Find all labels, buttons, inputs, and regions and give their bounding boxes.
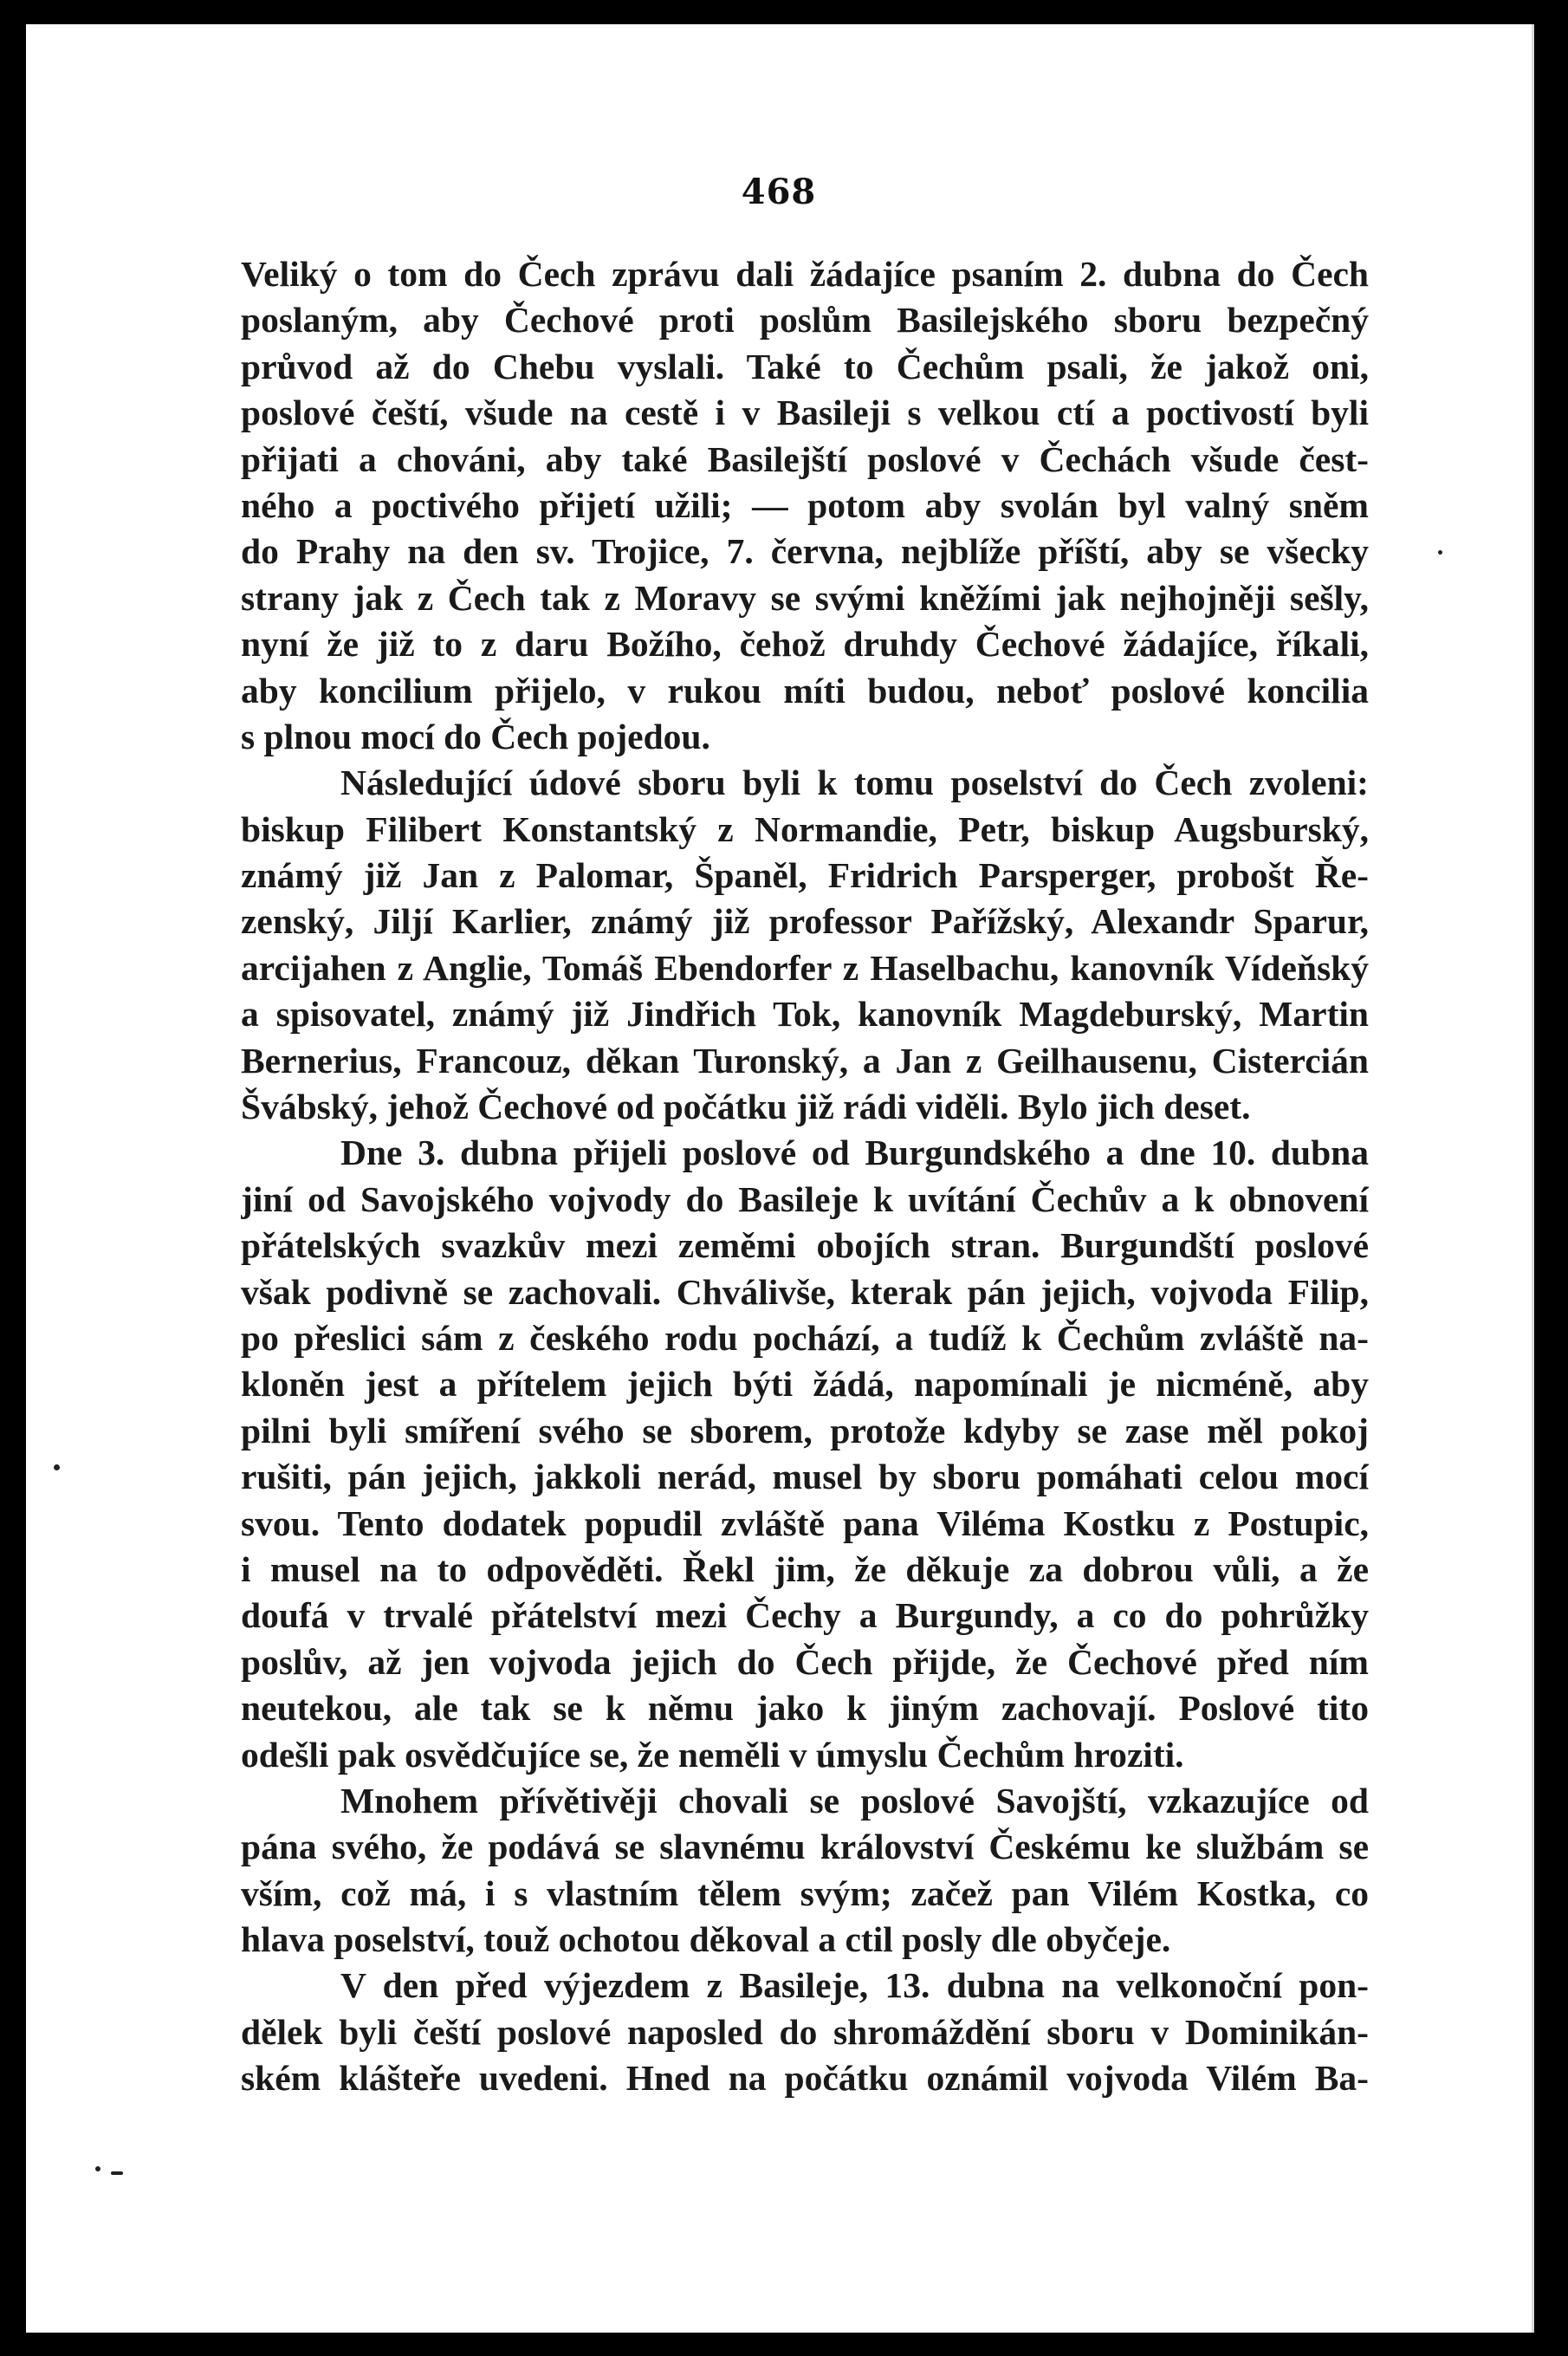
text-line: poslové čeští, všude na cestě i v Basileji s velkou ctí a poctivostí byli [241, 393, 1369, 433]
text-line: však podivně se zachovali. Chválivše, kterak pán jejich, vojvoda Filip, [241, 1271, 1369, 1312]
text-line: Bernerius, Francouz, děkan Turonský, a Jan z Geilhausenu, Cistercián [241, 1040, 1369, 1081]
text-line: i musel na to odpověděti. Řekl jim, že děkuje za dobrou vůli, a že [241, 1548, 1369, 1589]
text-line: poslův, až jen vojvoda jejich do Čech přijde, že Čechové před ním [241, 1641, 1369, 1682]
scan-speck [111, 2171, 123, 2175]
text-line: arcijahen z Anglie, Tomáš Ebendorfer z Haselbachu, kanovník Vídeňský [241, 947, 1369, 988]
text-line: poslaným, aby Čechové proti poslům Basilejského sboru bezpečný [241, 300, 1369, 341]
text-line: pána svého, že podává se slavnému království Českému ke službám se [241, 1827, 1369, 1867]
text-line: neutekou, ale tak se k němu jako k jiným zachovají. Poslové tito [241, 1688, 1369, 1729]
scan-speck [95, 2166, 100, 2171]
text-line: Veliký o tom do Čech zprávu dali žádajíce psaním 2. dubna do Čech [241, 254, 1369, 294]
text-line: do Prahy na den sv. Trojice, 7. června, nejblíže příští, aby se všecky [241, 531, 1369, 572]
text-line: V den před výjezdem z Basileje, 13. dubna na velkonoční pon- [340, 1965, 1369, 2006]
scan-speck [1438, 550, 1442, 555]
text-line: rušiti, pán jejich, jakkoli nerád, musel by sboru pomáhati celou mocí [241, 1457, 1369, 1497]
text-line: kloněn jest a přítelem jejich býti žádá, napomínali je nicméně, aby [241, 1364, 1369, 1405]
text-line: ného a poctivého přijetí užili; — potom aby svolán byl valný sněm [241, 484, 1369, 525]
text-line: dělek byli čeští poslové naposled do shromáždění sboru v Dominikán- [241, 2011, 1369, 2052]
text-line: Švábský, jehož Čechové od počátku již rádi viděli. Bylo jich deset. [241, 1087, 1251, 1127]
text-line: po přeslici sám z českého rodu pochází, a tudíž k Čechům zvláště na- [241, 1317, 1369, 1358]
body-text [241, 251, 1369, 2102]
text-line: aby koncilium přijelo, v rukou míti budou, neboť poslové koncilia [241, 670, 1369, 711]
text-line: a spisovatel, známý již Jindřich Tok, kanovník Magdeburský, Martin [241, 994, 1369, 1035]
book-page [26, 24, 1534, 2333]
text-line: průvod až do Chebu vyslali. Také to Čechům psali, že jakož oni, [241, 346, 1369, 386]
page-number: 468 [741, 172, 817, 212]
text-line: odešli pak osvědčujíce se, že neměli v úmyslu Čechům hroziti. [241, 1734, 1184, 1775]
text-line: přátelských svazkův mezi zeměmi obojích stran. Burgundští poslové [241, 1225, 1369, 1266]
text-line: strany jak z Čech tak z Moravy se svými kněžími jak nejhojněji sešly, [241, 577, 1369, 618]
text-line: doufá v trvalé přátelství mezi Čechy a Burgundy, a co do pohrůžky [241, 1595, 1369, 1636]
text-line: nyní že již to z daru Božího, čehož druhdy Čechové žádajíce, říkali, [241, 624, 1369, 665]
text-line: Mnohem přívětivěji chovali se poslové Savojští, vzkazujíce od [340, 1780, 1369, 1821]
text-line: s plnou mocí do Čech pojedou. [241, 716, 710, 756]
text-line: vším, což má, i s vlastním tělem svým; začež pan Vilém Kostka, co [241, 1872, 1369, 1913]
text-line: přijati a chováni, aby také Basilejští poslové v Čechách všude čest- [241, 438, 1369, 479]
text-line: biskup Filibert Konstantský z Normandie, Petr, biskup Augsburský, [241, 808, 1369, 849]
text-line: jiní od Savojského vojvody do Basileje k uvítání Čechův a k obnovení [241, 1178, 1369, 1219]
text-line: Dne 3. dubna přijeli poslové od Burgundského a dne 10. dubna [340, 1133, 1369, 1173]
text-line: ském klášteře uvedeni. Hned na počátku oznámil vojvoda Vilém Ba- [241, 2058, 1369, 2099]
text-line: zenský, Jiljí Karlier, známý již professor Pařížský, Alexandr Sparur, [241, 901, 1369, 942]
text-line: pilni byli smíření svého se sborem, protože kdyby se zase měl pokoj [241, 1410, 1369, 1451]
text-line: známý již Jan z Palomar, Španěl, Fridrich Parsperger, probošt Ře- [241, 855, 1369, 896]
scan-speck [54, 1464, 60, 1470]
text-line: svou. Tento dodatek popudil zvláště pana Viléma Kostku z Postupic, [241, 1503, 1369, 1543]
text-line: Následující údové sboru byli k tomu poselství do Čech zvoleni: [340, 763, 1369, 803]
text-line: hlava poselství, touž ochotou děkoval a ctil posly dle obyčeje. [241, 1919, 1171, 1960]
